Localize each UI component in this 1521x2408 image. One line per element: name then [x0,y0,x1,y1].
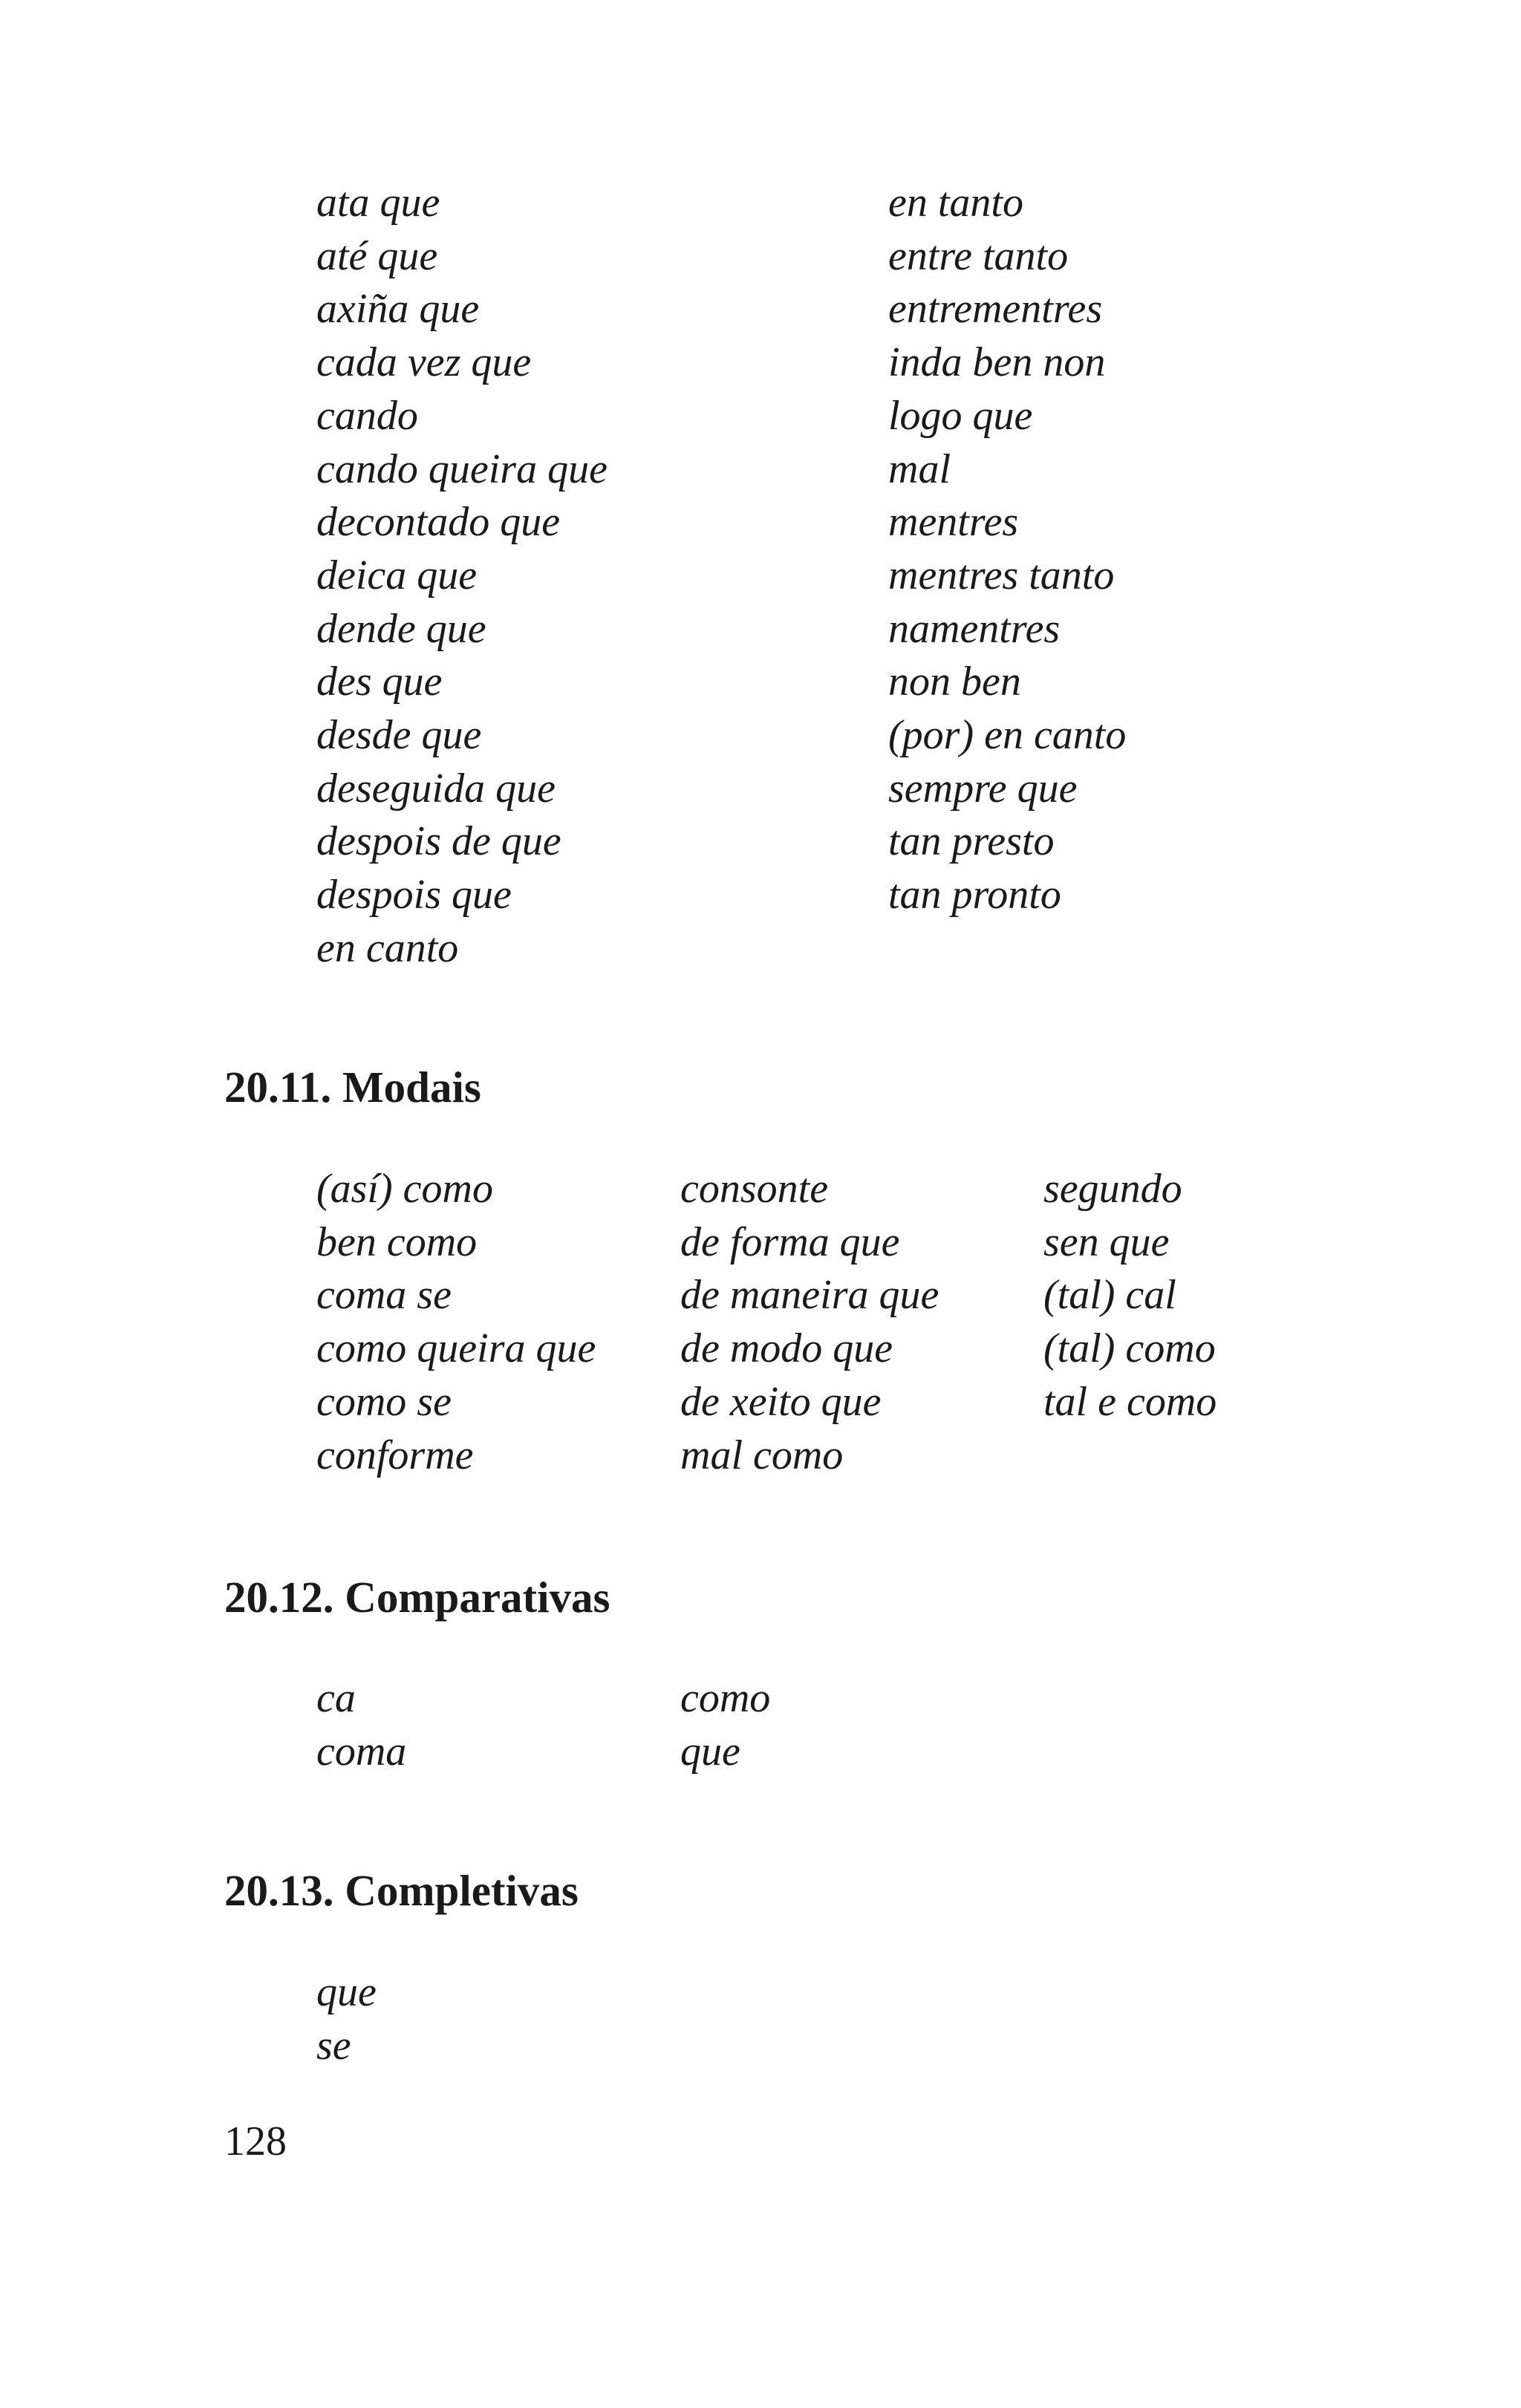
modal-list-col1 [316,1163,596,1482]
list-item: que [680,1728,740,1775]
list-item: segundo [1043,1166,1182,1212]
comparative-list-col1 [316,1672,406,1778]
list-item: cando [316,392,418,439]
list-item: mal como [680,1432,844,1478]
list-item: inda ben non [888,339,1106,386]
list-item: non ben [888,659,1021,705]
comparative-list-col2 [680,1672,770,1778]
list-item: despois de que [316,818,561,865]
list-item: namentres [888,605,1061,652]
list-item: sempre que [888,765,1078,812]
list-item: como [680,1675,771,1721]
list-item: ata que [316,180,440,226]
list-item: de maneira que [680,1272,939,1319]
list-item: (así) como [316,1166,493,1212]
list-item: que [316,1969,377,2015]
section-heading-comparativas: 20.12. Comparativas [224,1573,610,1622]
list-item: de forma que [680,1218,900,1265]
list-item: ca [316,1675,356,1721]
list-item: (tal) como [1043,1325,1216,1372]
list-item: de xeito que [680,1378,882,1425]
list-item: despois que [316,872,512,919]
list-item: axiña que [316,286,480,333]
modal-list-col3 [1043,1163,1217,1429]
modal-list-col2 [680,1163,939,1482]
list-item: coma se [316,1272,452,1319]
list-item: tal e como [1043,1378,1217,1425]
section-heading-completivas: 20.13. Completivas [224,1866,579,1915]
list-item: coma [316,1728,407,1775]
completive-list-col1 [316,1966,377,2072]
temporal-list-col1 [316,177,608,976]
list-item: mentres tanto [888,552,1115,598]
list-item: tan presto [888,818,1055,865]
list-item: cando queira que [316,446,608,492]
list-item: decontado que [316,499,561,546]
list-item: entrementres [888,286,1103,333]
list-item: sen que [1043,1218,1170,1265]
list-item: se [316,2022,351,2069]
list-item: deica que [316,552,478,598]
list-item: deseguida que [316,765,556,812]
temporal-list-col2 [888,177,1126,922]
list-item: logo que [888,392,1033,439]
list-item: cada vez que [316,339,532,386]
list-item: (tal) cal [1043,1272,1176,1319]
list-item: ben como [316,1218,478,1265]
section-heading-modais: 20.11. Modais [224,1063,481,1112]
list-item: até que [316,232,438,279]
list-item: consonte [680,1166,829,1212]
list-item: como se [316,1378,452,1425]
list-item: des que [316,659,443,705]
list-item: mentres [888,499,1019,546]
list-item: en canto [316,924,459,971]
list-item: entre tanto [888,232,1069,279]
list-item: desde que [316,712,482,759]
list-item: (por) en canto [888,712,1127,759]
page-number: 128 [224,2118,287,2164]
list-item: mal [888,446,951,492]
list-item: en tanto [888,180,1023,226]
list-item: de modo que [680,1325,893,1372]
list-item: como queira que [316,1325,596,1372]
list-item: tan pronto [888,872,1061,919]
list-item: dende que [316,605,486,652]
list-item: conforme [316,1432,474,1478]
